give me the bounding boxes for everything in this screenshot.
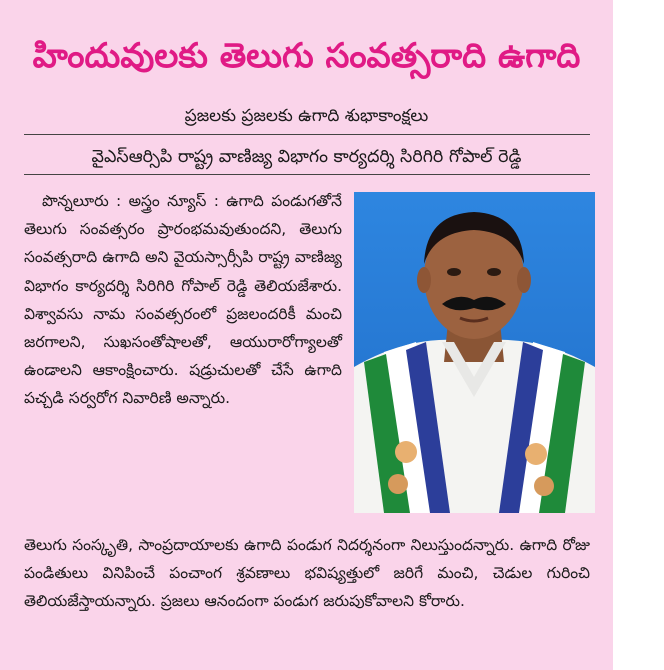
portrait-photo xyxy=(354,192,595,513)
subheadline: ప్రజలకు ప్రజలకు ఉగాది శుభాకాంక్షలు xyxy=(184,106,429,126)
portrait-illustration xyxy=(354,192,595,513)
article-body-column xyxy=(24,187,342,413)
headline: హిందువులకు తెలుగు సంవత్సరాది ఉగాది xyxy=(32,36,581,76)
article-paragraph-continued: తెలుగు సంస్కృతి, సాంప్రదాయాలకు ఉగాది పండుగ నిదర్శనంగా నిలుస్తుందన్నారు. ఉగాది రోజు పండితులు వినిపించే పంచాంగ శ్రవణాలు భవిష్యత్తులో జరిగే మంచి, చెడుల గురించి తెలియజేస్తాయన్నారు. ప్రజలు ఆనందంగా పండుగ జరుపుకోవాలని కోరారు. xyxy=(24,536,590,611)
byline: వైఎస్ఆర్సిపి రాష్ట్ర వాణిజ్య విభాగం కార్యదర్శి సిరిగిరి గోపాల్ రెడ్డి xyxy=(91,147,522,167)
bottom-divider xyxy=(24,174,590,175)
article-paragraph: పొన్నలూరు : అస్త్రం న్యూస్ : ఉగాది పండుగతోనే తెలుగు సంవత్సరం ప్రారంభమవుతుందని, తెలుగు సంవత్సరాది ఉగాది అని వైయస్సార్సీపి రాష్ట్ర వాణిజ్య విభాగం కార్యదర్శి సిరిగిరి గోపాల్ రెడ్డి తెలియజేశారు. విశ్వావసు నామ సంవత్సరంలో ప్రజలందరికీ మంచి జరగాలని, సుఖసంతోషాలతో, ఆయురారోగ్యాలతో ఉండాలని ఆకాంక్షించారు. షడ్రుచులతో చేసే ఉగాది పచ్చడి సర్వరోగ నివారిణి అన్నారు. xyxy=(24,192,342,408)
top-divider xyxy=(24,134,590,135)
article-body-bottom xyxy=(24,531,590,616)
